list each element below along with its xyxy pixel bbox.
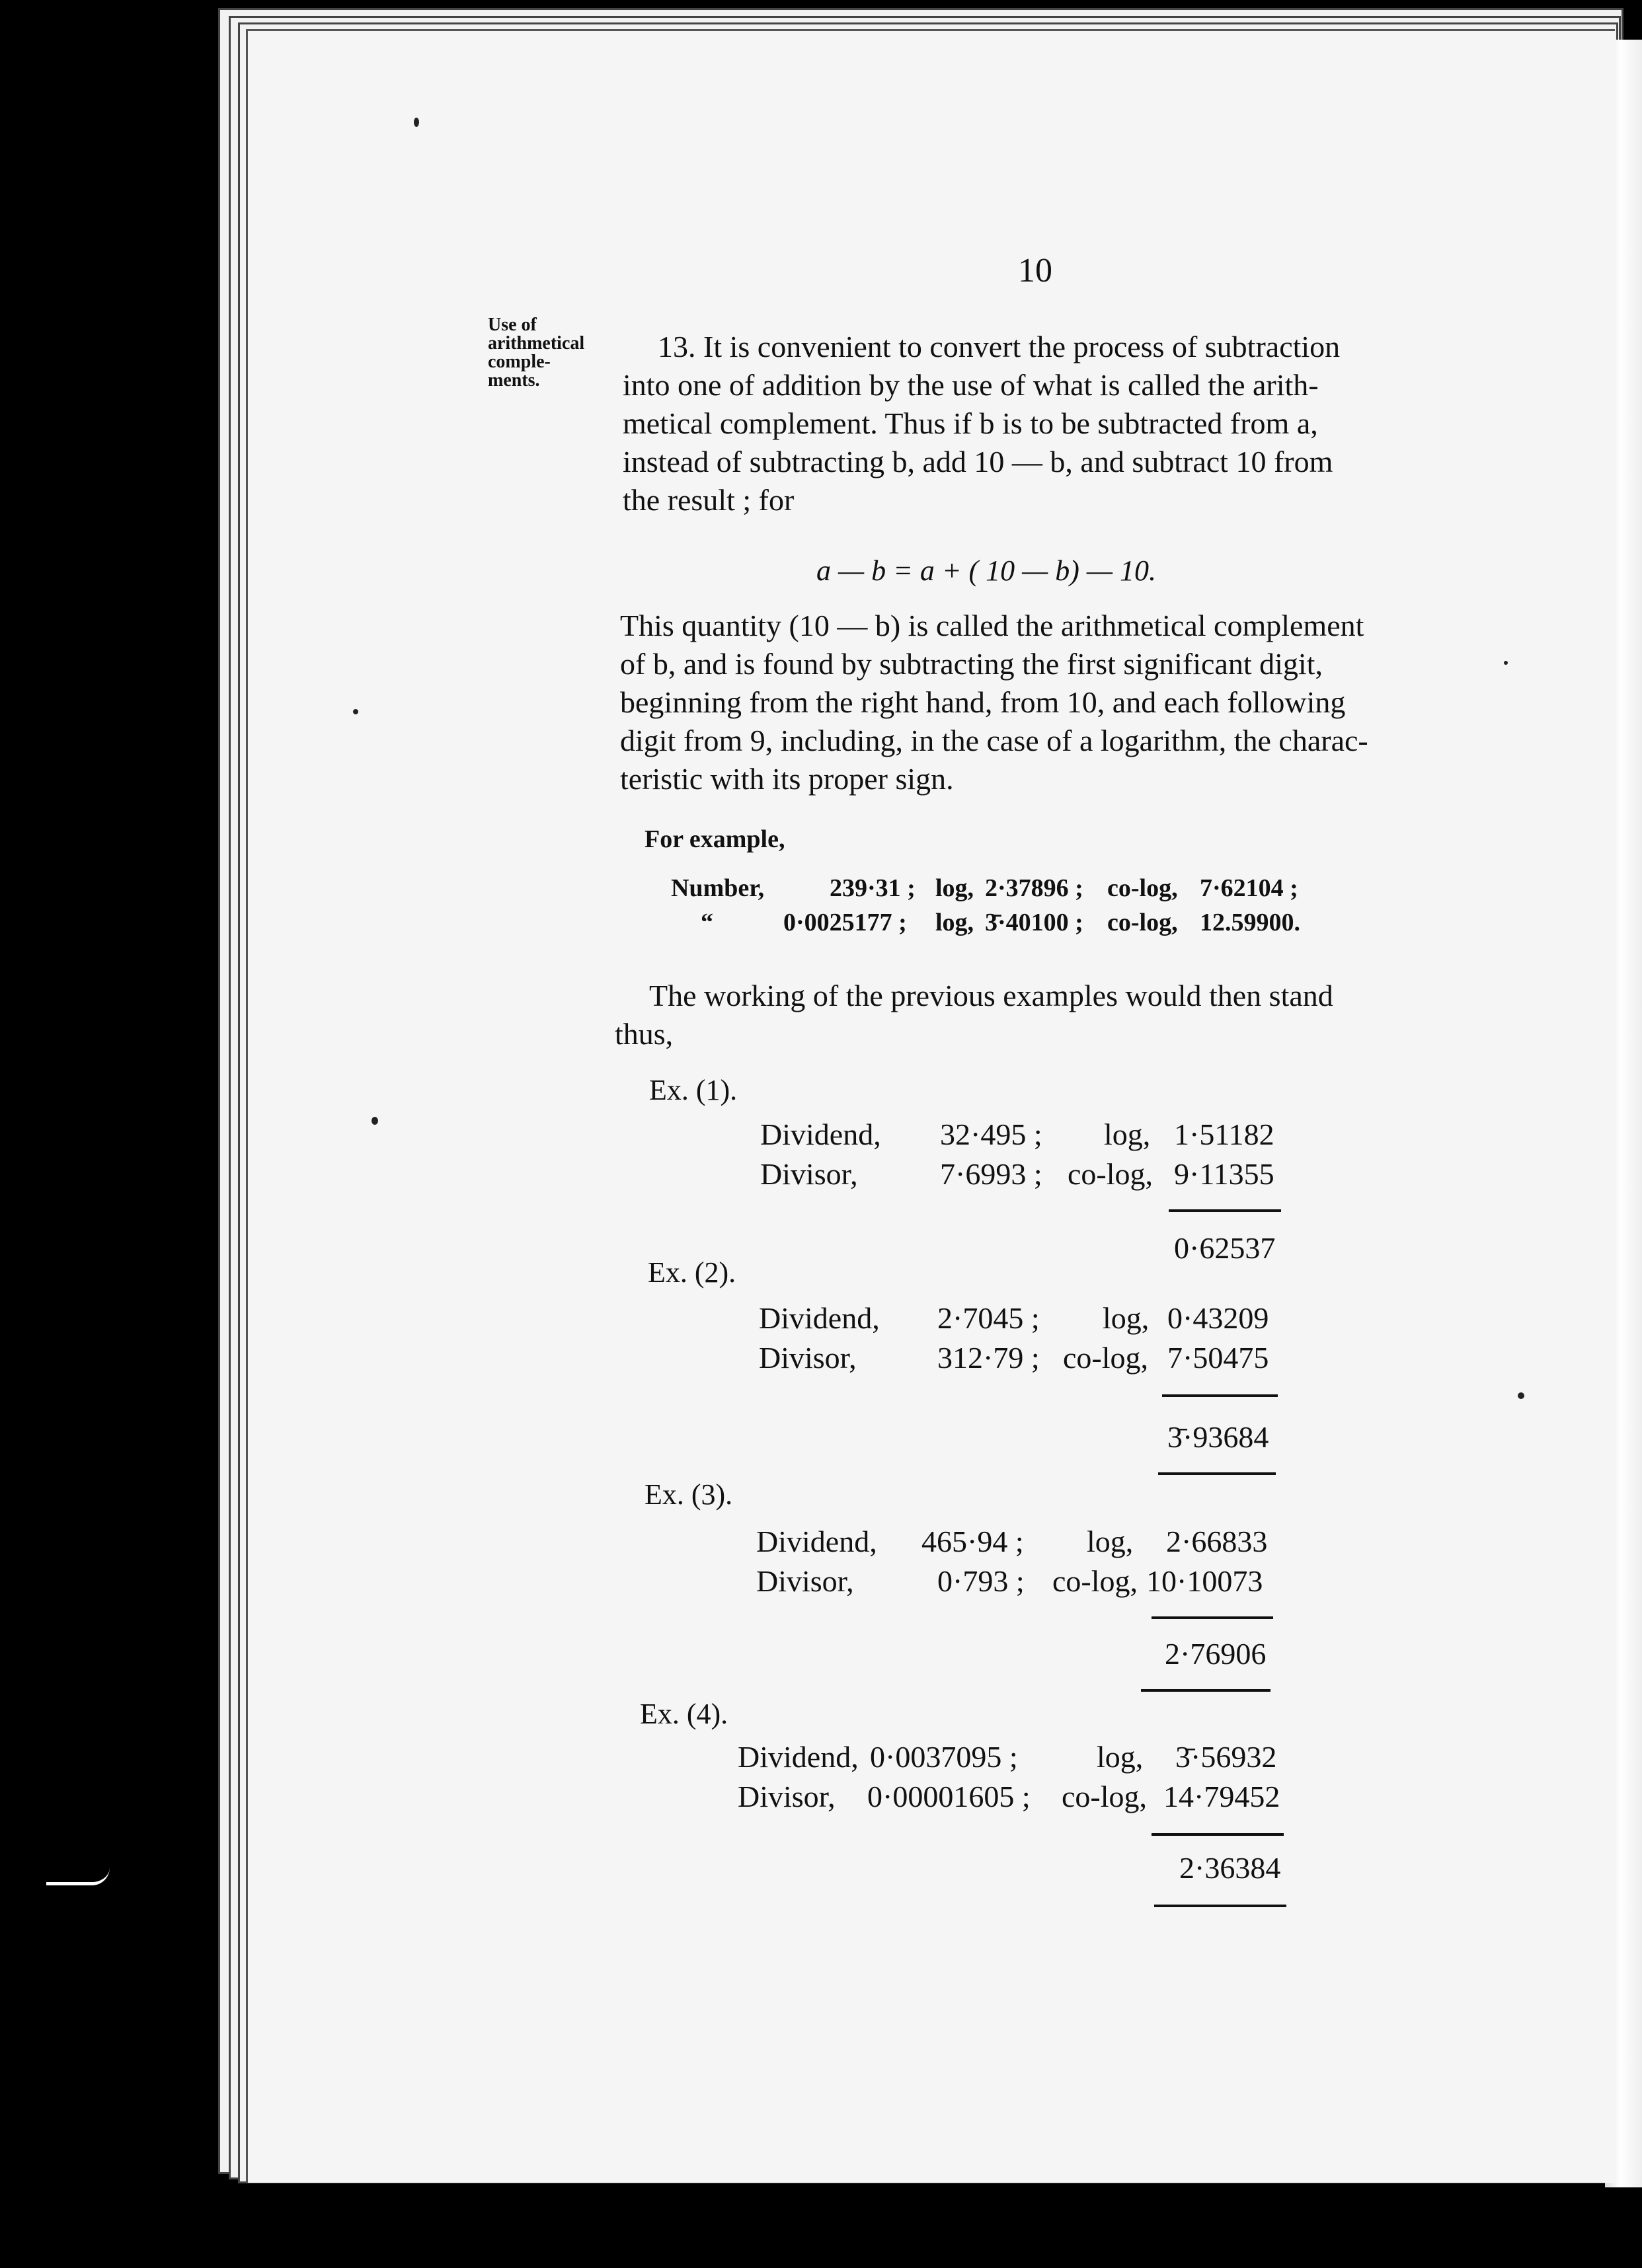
row-log: 1·51182 <box>1174 1117 1274 1151</box>
paragraph-line: This quantity (10 — b) is called the arithmetical complement <box>620 609 1364 642</box>
scan-speck <box>1504 661 1508 665</box>
example-log: 2·37896 ; <box>985 874 1083 902</box>
example-title: Ex. (4). <box>640 1698 728 1730</box>
paragraph-line: instead of subtracting b, add 10 — b, and subtract 10 from <box>623 445 1333 478</box>
margin-note-line: Use of <box>488 315 537 335</box>
row-log: 3̄·56932 <box>1175 1740 1277 1774</box>
row-label: Divisor, <box>759 1341 857 1375</box>
paragraph-line: 13. It is convenient to convert the process of subtraction <box>658 330 1341 363</box>
row-number: 465·94 ; <box>921 1525 1024 1558</box>
row-label: Dividend, <box>759 1301 880 1335</box>
row-label: Divisor, <box>756 1564 854 1598</box>
margin-note <box>488 316 584 390</box>
scan-mark <box>46 1868 110 1885</box>
result-value: 2·36384 <box>1179 1851 1281 1885</box>
row-log-label: co-log, <box>1068 1157 1153 1191</box>
row-label: Divisor, <box>760 1157 858 1191</box>
example-title: Ex. (3). <box>645 1478 733 1511</box>
scan-speck <box>414 118 419 127</box>
scan-speck <box>1518 1392 1524 1399</box>
scan-speck <box>353 709 358 714</box>
paragraph-line: beginning from the right hand, from 10, and each following <box>620 685 1346 719</box>
paragraph-line: metical complement. Thus if b is to be subtracted from a, <box>623 406 1318 440</box>
example-label: “ <box>701 909 713 936</box>
row-log-label: log, <box>1103 1301 1150 1335</box>
scan-speck <box>371 1117 378 1125</box>
row-number: 0·793 ; <box>937 1564 1025 1598</box>
result-value: 2·76906 <box>1165 1637 1267 1671</box>
example-log-label: log, <box>935 874 974 902</box>
sum-rule <box>1152 1616 1273 1619</box>
row-log: 7·50475 <box>1167 1341 1269 1375</box>
row-label: Dividend, <box>738 1740 859 1774</box>
row-number: 0·0037095 ; <box>870 1740 1018 1774</box>
sum-rule <box>1162 1394 1278 1397</box>
row-log-label: log, <box>1104 1117 1151 1151</box>
paragraph-line: The working of the previous examples would then stand <box>649 979 1333 1012</box>
row-log: 9·11355 <box>1174 1157 1274 1191</box>
margin-note-line: ments. <box>488 370 540 391</box>
row-label: Dividend, <box>756 1525 877 1558</box>
page-number: 10 <box>1018 252 1052 289</box>
row-log: 14·79452 <box>1163 1780 1280 1813</box>
row-number: 0·00001605 ; <box>867 1780 1031 1813</box>
sum-rule <box>1169 1209 1281 1212</box>
row-log-label: co-log, <box>1062 1780 1148 1813</box>
row-number: 2·7045 ; <box>937 1301 1040 1335</box>
row-log: 10·10073 <box>1146 1564 1263 1598</box>
row-log: 2·66833 <box>1166 1525 1268 1558</box>
result-value: 0·62537 <box>1174 1231 1276 1265</box>
example-colog: 7·62104 ; <box>1200 874 1298 902</box>
paragraph-line: the result ; for <box>623 483 795 517</box>
example-number: 239·31 ; <box>830 874 916 902</box>
row-log-label: co-log, <box>1052 1564 1138 1598</box>
formula: a — b = a + ( 10 — b) — 10. <box>816 554 1157 587</box>
paragraph-line: of b, and is found by subtracting the first significant digit, <box>620 647 1323 681</box>
row-number: 32·495 ; <box>940 1117 1042 1151</box>
paragraph-line: digit from 9, including, in the case of a logarithm, the charac- <box>620 724 1368 757</box>
result-rule <box>1154 1905 1286 1907</box>
result-rule <box>1158 1472 1276 1475</box>
example-label: Number, <box>671 874 765 902</box>
paragraph-line: thus, <box>615 1017 674 1051</box>
row-number: 7·6993 ; <box>940 1157 1042 1191</box>
row-log-label: log, <box>1097 1740 1144 1774</box>
example-title: Ex. (1). <box>649 1074 738 1106</box>
row-log-label: co-log, <box>1063 1341 1149 1375</box>
row-label: Divisor, <box>738 1780 836 1813</box>
example-log: 3̄·40100 ; <box>985 909 1083 936</box>
example-colog-label: co-log, <box>1107 874 1178 902</box>
row-number: 312·79 ; <box>937 1341 1040 1375</box>
margin-note-line: comple- <box>488 352 551 372</box>
result-rule <box>1141 1689 1271 1692</box>
row-label: Dividend, <box>760 1117 881 1151</box>
row-log-label: log, <box>1087 1525 1134 1558</box>
example-colog: 12.59900. <box>1200 909 1300 936</box>
sum-rule <box>1152 1833 1284 1836</box>
paragraph-line: into one of addition by the use of what is called the arith- <box>623 368 1319 402</box>
example-title: Ex. (2). <box>648 1256 736 1289</box>
for-example-label: For example, <box>645 825 785 853</box>
result-value: 3̄·93684 <box>1167 1420 1269 1454</box>
example-log-label: log, <box>935 909 974 936</box>
example-number: 0·0025177 ; <box>783 909 907 936</box>
paragraph-line: teristic with its proper sign. <box>620 762 954 796</box>
margin-note-line: arithmetical <box>488 333 585 354</box>
row-log: 0·43209 <box>1167 1301 1269 1335</box>
example-colog-label: co-log, <box>1107 909 1178 936</box>
